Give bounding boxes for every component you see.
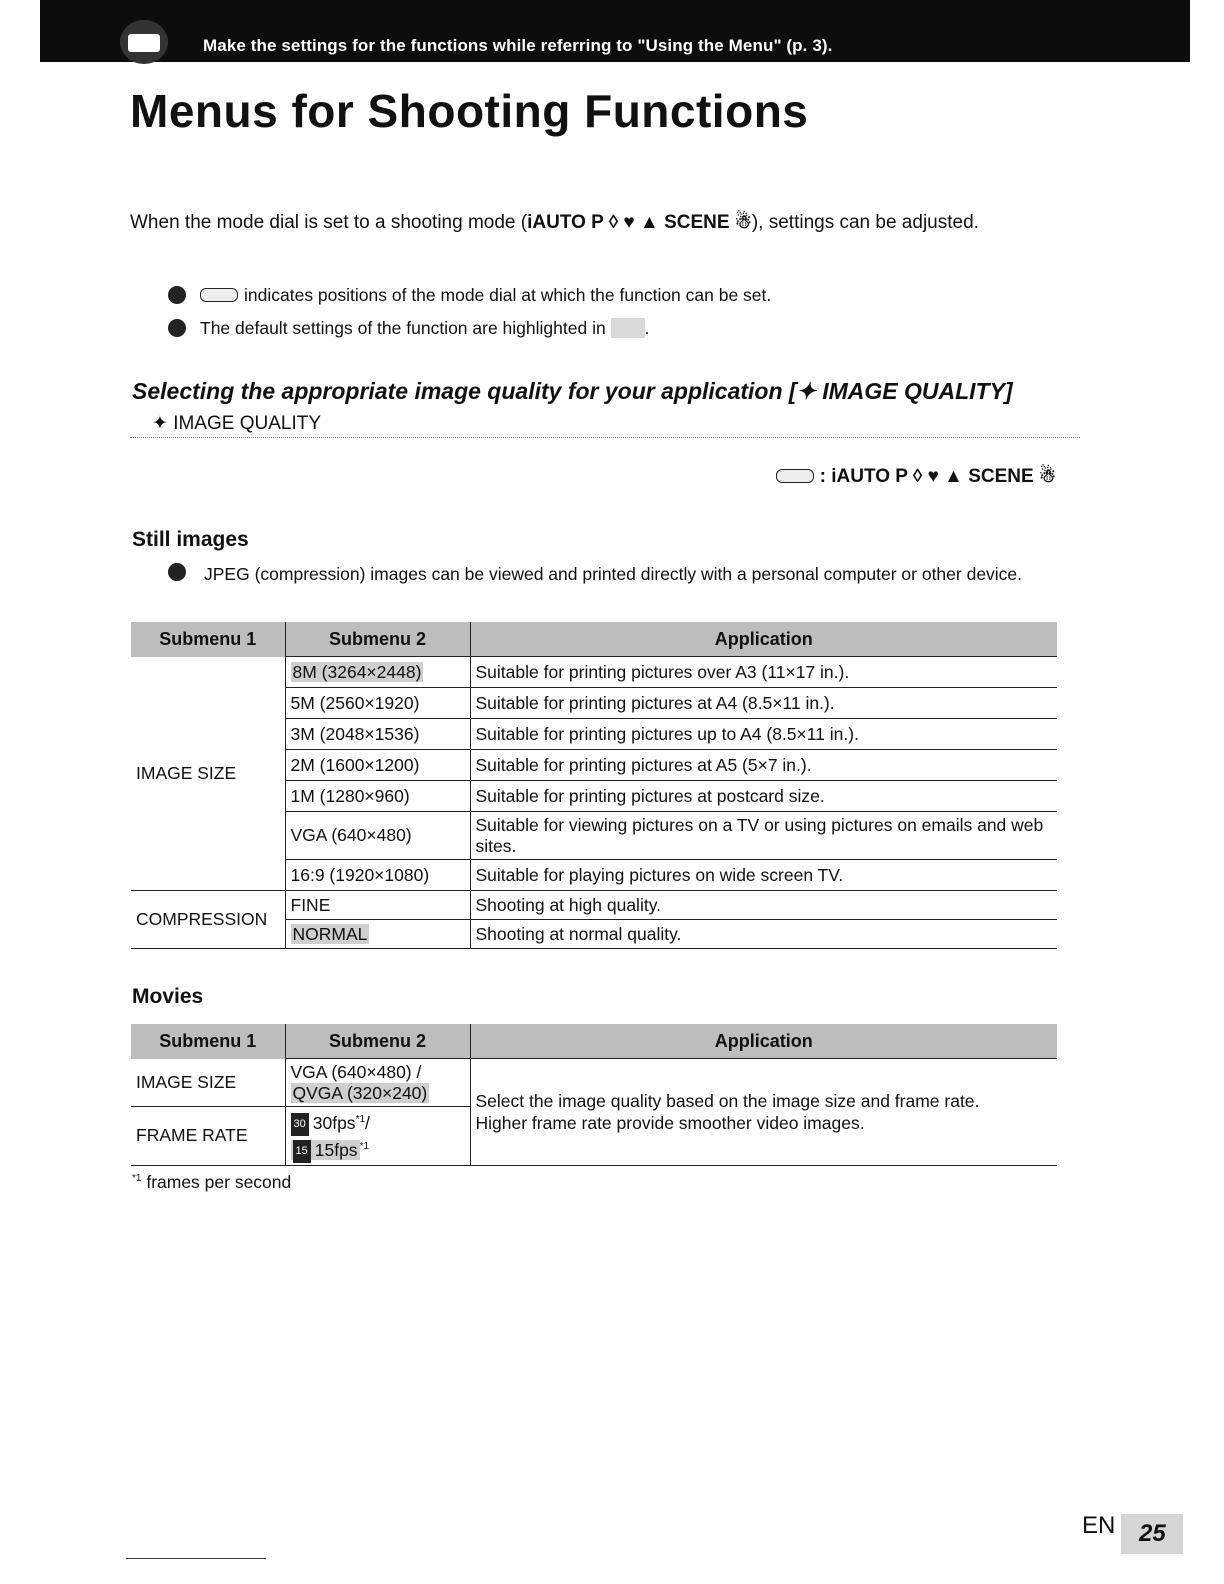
option-qvga: QVGA (320×240) — [292, 1082, 428, 1103]
tip-icon — [168, 319, 186, 337]
table-row — [131, 1059, 1057, 1107]
header-submenu2: Submenu 2 — [285, 622, 470, 657]
header-submenu1: Submenu 1 — [131, 1024, 285, 1059]
header-submenu1: Submenu 1 — [131, 622, 285, 657]
table-header — [131, 622, 1057, 657]
mode-dial-icon — [776, 469, 814, 483]
movie-application — [470, 1059, 1057, 1166]
available-modes-text: : iAUTO P ◊ ♥ ▲ SCENE ☃ — [819, 466, 1056, 487]
fps30-text: 30fps — [312, 1112, 356, 1133]
submenu2-cell — [285, 920, 470, 949]
page-title: Menus for Shooting Functions — [130, 85, 809, 137]
header-application: Application — [470, 622, 1057, 657]
header-application: Application — [470, 1024, 1057, 1059]
submenu2-cell: 1M (1280×960) — [285, 781, 470, 812]
footnote-mark: *1 — [359, 1140, 370, 1152]
submenu2-cell: 2M (1600×1200) — [285, 750, 470, 781]
language-code: EN — [1082, 1512, 1116, 1539]
tip-icon — [168, 286, 186, 304]
footnote — [132, 1172, 291, 1193]
application-cell: Suitable for printing pictures up to A4 (8.5×11 in.). — [470, 719, 1057, 750]
page-footer — [1082, 1512, 1183, 1554]
fps30-icon: 30 — [291, 1113, 309, 1136]
still-note-text: JPEG (compression) images can be viewed and printed directly with a personal computer or other device. — [204, 564, 1023, 584]
table-row — [131, 891, 1057, 920]
submenu2-value: 8M (3264×2448) — [292, 661, 422, 682]
still-images-heading: Still images — [132, 528, 249, 551]
note-default: The default settings of the function are highlighted in . — [168, 318, 649, 339]
submenu2-cell: 3M (2048×1536) — [285, 719, 470, 750]
submenu2-cell: FINE — [285, 891, 470, 920]
application-cell: Suitable for printing pictures at A4 (8.5×11 in.). — [470, 688, 1057, 719]
header-submenu2: Submenu 2 — [285, 1024, 470, 1059]
mode-dial-icon — [200, 288, 238, 302]
submenu2-cell — [285, 657, 470, 688]
movie-application-text: Select the image quality based on the image size and frame rate. Higher frame rate provide smoother video images. — [475, 1090, 980, 1133]
note-text: The default settings of the function are highlighted in — [200, 318, 606, 338]
option-30fps: 30 30fps$^{*1}$/ — [291, 1109, 465, 1136]
note-mode-dial — [168, 285, 771, 306]
intro-paragraph — [130, 210, 1030, 235]
fps15-text: 15fps — [314, 1139, 358, 1160]
table-row — [131, 657, 1057, 688]
note-text: indicates positions of the mode dial at which the function can be set. — [244, 285, 772, 305]
still-note — [168, 563, 1038, 585]
frame-rate-options — [285, 1107, 470, 1166]
footnote-mark: *1 — [132, 1173, 142, 1185]
application-cell: Suitable for viewing pictures on a TV or using pictures on emails and web sites. — [470, 812, 1057, 860]
application-cell: Shooting at high quality. — [470, 891, 1057, 920]
option-vga: VGA (640×480) / — [290, 1061, 422, 1082]
footnote-mark: *1 — [355, 1114, 366, 1125]
frame-rate-label: FRAME RATE — [131, 1107, 285, 1166]
movie-image-size-label: IMAGE SIZE — [131, 1059, 285, 1107]
application-cell: Suitable for playing pictures on wide screen TV. — [470, 860, 1057, 891]
submenu2-cell: 5M (2560×1920) — [285, 688, 470, 719]
submenu2-cell: 16:9 (1920×1080) — [285, 860, 470, 891]
page-number: 25 — [1121, 1514, 1183, 1554]
mode-icons: iAUTO P ◊ ♥ ▲ SCENE ☃ — [527, 212, 752, 233]
application-cell: Suitable for printing pictures at A5 (5×7 in.). — [470, 750, 1057, 781]
movies-table — [131, 1024, 1057, 1166]
footnote-text: frames per second — [146, 1172, 292, 1192]
banner-text: Make the settings for the functions while referring to "Using the Menu" (p. 3). — [203, 36, 833, 55]
camera-menu-icon — [100, 14, 188, 68]
available-modes — [776, 465, 1056, 488]
option-15fps — [291, 1136, 465, 1163]
fps15-icon: 15 — [293, 1140, 311, 1163]
application-cell: Suitable for printing pictures over A3 (11×17 in.). — [470, 657, 1057, 688]
tip-icon — [168, 563, 186, 581]
application-cell: Shooting at normal quality. — [470, 920, 1057, 949]
image-size-label: IMAGE SIZE — [131, 657, 285, 891]
submenu2-value: NORMAL — [292, 923, 368, 944]
intro-text-after: ), settings can be adjusted. — [751, 212, 979, 233]
menu-path: ✦ IMAGE QUALITY — [130, 412, 1080, 438]
still-images-table — [131, 622, 1057, 949]
bottom-divider — [126, 1558, 266, 1559]
movies-heading: Movies — [132, 985, 204, 1008]
section-title: Selecting the appropriate image quality for your application [✦ IMAGE QUALITY] — [132, 378, 1013, 404]
compression-label: COMPRESSION — [131, 891, 285, 949]
highlight-sample — [611, 318, 645, 338]
movie-image-size-options — [285, 1059, 470, 1107]
submenu2-cell: VGA (640×480) — [285, 812, 470, 860]
intro-text-before: When the mode dial is set to a shooting mode ( — [130, 212, 528, 233]
application-cell: Suitable for printing pictures at postcard size. — [470, 781, 1057, 812]
table-header — [131, 1024, 1057, 1059]
